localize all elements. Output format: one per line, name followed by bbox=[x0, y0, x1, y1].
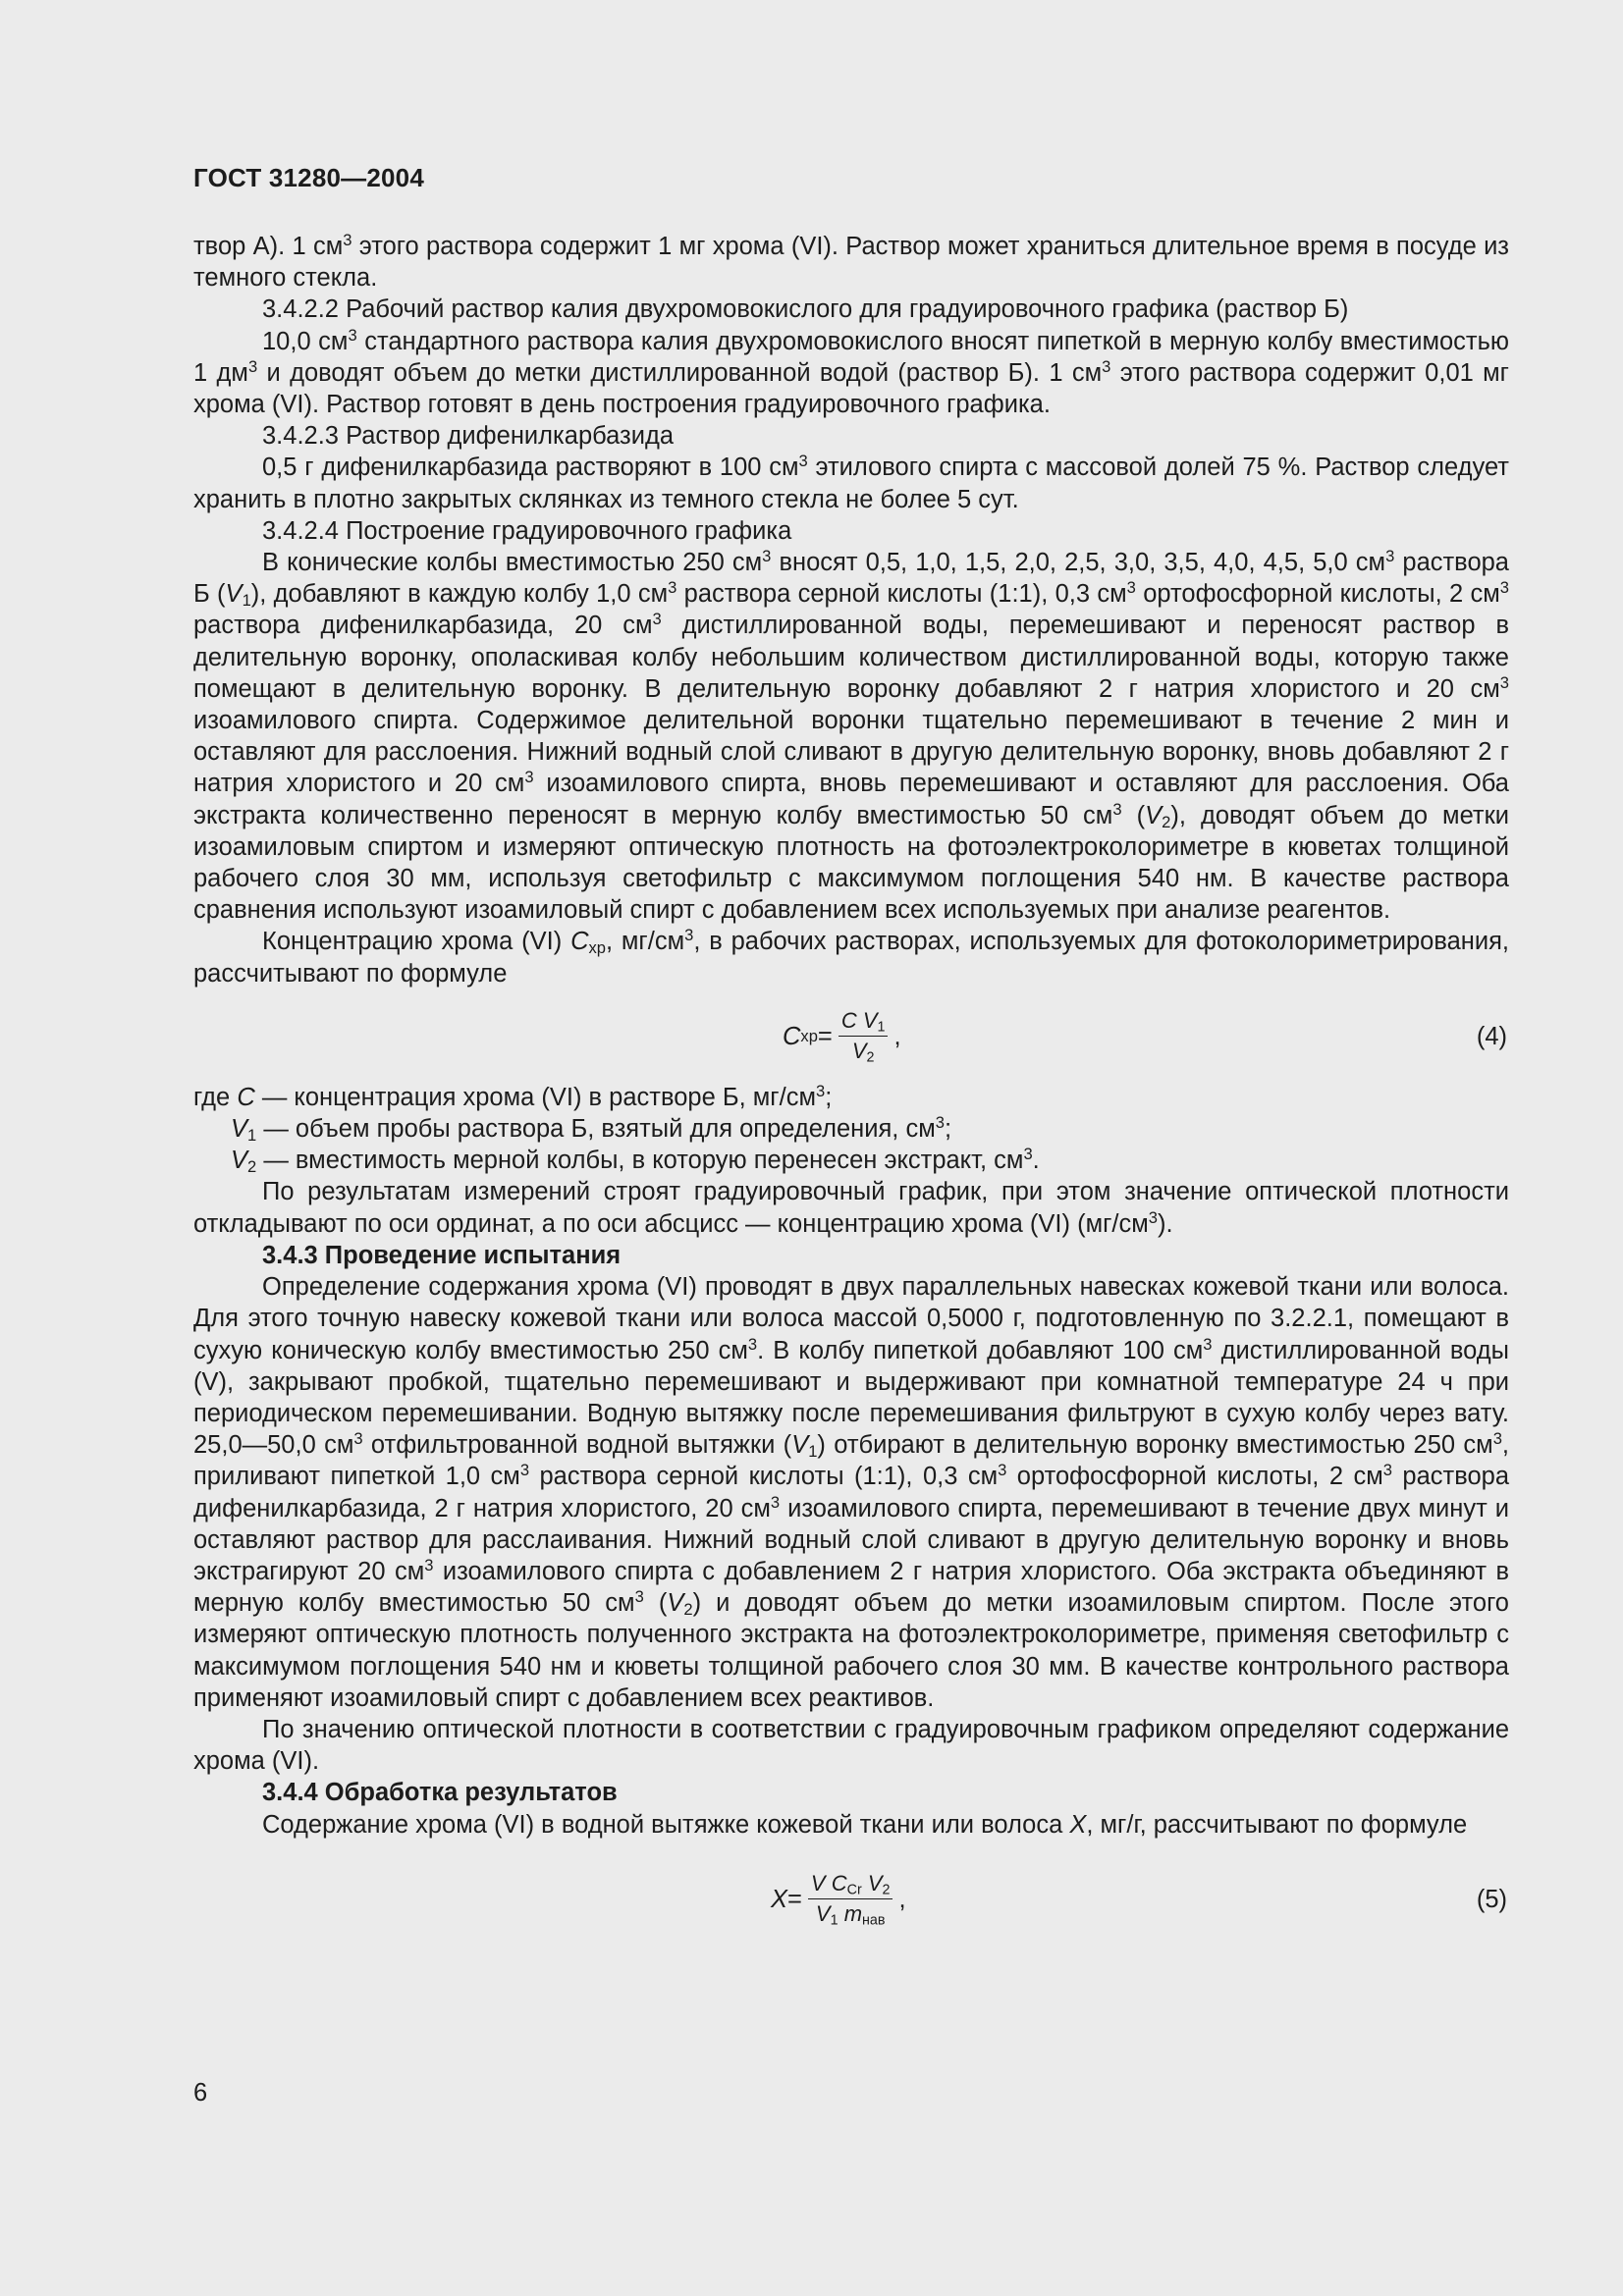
section-3-4-2-2: 3.4.2.2 Рабочий раствор калия двухромовокислого для градуировочного графика (раствор Б) bbox=[262, 295, 1349, 324]
paragraph: 0,5 г дифенилкарбазида растворяют в 100 $см^3$ этилового спирта с массовой долей 75 %. Раствор следует хранить в плотно закрытых склянках из темного стекла не более 5 сут. bbox=[193, 452, 1509, 513]
where-clause: $V_2$ — вместимость мерной колбы, в которую перенесен экстракт, $см^3$. bbox=[231, 1145, 1040, 1177]
paragraph: По результатам измерений строят градуировочный график, при этом значение оптической плотности откладывают по оси ординат, а по оси абсцисс — концентрацию хрома (VI) $(мг/см^3)$. bbox=[193, 1178, 1509, 1238]
where-clause: $V_1$ — объем пробы раствора Б, взятый для определения, $см^3$; bbox=[231, 1112, 952, 1146]
paragraph: 10,0 $см^3$ стандартного раствора калия двухромовокислого вносят пипеткой в мерную колбу вместимостью 1 $дм^3$ и доводят объем до метки дистиллированной водой (раствор Б). 1 $см^3$ этого раствора содержит 0,01 мг хрома (VI). Раствор готовят в день построения градуировочного графика. bbox=[193, 325, 1509, 419]
formula-4-fraction: $\frac{C V_1}{V_2}$ bbox=[839, 1007, 889, 1065]
section-3-4-2-3: 3.4.2.3 Раствор дифенилкарбазида bbox=[262, 422, 675, 451]
paragraph: Концентрацию хрома (VI) $C_{хр}$, $мг/см^3$, в рабочих растворах, используемых для фотоколориметрирования, рассчитывают по формуле bbox=[193, 926, 1509, 988]
formula-4-expression: C хр = $\frac{C V_1}{V_2}$ , bbox=[783, 1008, 901, 1066]
document-header: ГОСТ 31280—2004 bbox=[193, 163, 424, 192]
formula-5 bbox=[193, 1858, 1509, 1941]
paragraph: По значению оптической плотности в соответствии с градуировочным графиком определяют содержание хрома (VI). bbox=[193, 1715, 1509, 1776]
section-3-4-4-heading: 3.4.4 Обработка результатов bbox=[262, 1779, 618, 1807]
paragraph: В конические колбы вместимостью 250 $см^3$ вносят 0,5, 1,0, 1,5, 2,0, 2,5, 3,0, 3,5, 4,0, 4,5, 5,0 $см^3$ раствора Б $(V_1)$, добавляют в каждую колбу 1,0 $см^3$ раствора серной кислоты (1:1), 0,3 $см^3$ ортофосфорной кислоты, 2 $см^3$ раствора дифенилкарбазида, 20 $см^3$ дистиллированной воды, перемешивают и переносят раствор в делительную воронку, ополаскивая колбу небольшим количеством дистиллированной воды, которую также помещают в делительную воронку. В делительную воронку добавляют 2 г натрия хлористого и 20 $см^3$ изоамилового спирта. Содержимое делительной воронки тщательно перемешивают в течение 2 мин и оставляют для расслоения. Нижний водный слой сливают в другую делительную воронку, вновь добавляют 2 г натрия хлористого и 20 $см^3$ изоамилового спирта, вновь перемешивают и оставляют для расслоения. Оба экстракта количественно переносят в мерную колбу вместимостью 50 $см^3$ $(V_2)$, доводят объем до метки изоамиловым спиртом и измеряют оптическую плотность на фотоэлектроколориметре в кюветах толщиной рабочего слоя 30 мм, используя светофильтр с максимумом поглощения 540 нм. В качестве раствора сравнения используют изоамиловый спирт с добавлением всех используемых при анализе реагентов. bbox=[193, 546, 1510, 925]
formula-4 bbox=[193, 1001, 1509, 1072]
document-body bbox=[193, 231, 1509, 1941]
paragraph: твор А). 1 $см^3$ этого раствора содержит 1 мг хрома (VI). Раствор может храниться длительное время в посуде из темного стекла. bbox=[193, 230, 1509, 293]
paragraph: Содержание хрома (VI) в водной вытяжке кожевой ткани или волоса X, мг/г, рассчитывают по формуле bbox=[262, 1810, 1468, 1839]
section-3-4-3-heading: 3.4.3 Проведение испытания bbox=[262, 1241, 622, 1269]
formula-4-number: (4) bbox=[1476, 1022, 1507, 1050]
formula-5-fraction: $\frac{V C_{Cr} V_2}{V_1 m_{нав}}$ bbox=[808, 1870, 893, 1928]
page-number: 6 bbox=[193, 2079, 208, 2107]
section-3-4-2-4: 3.4.2.4 Построение градуировочного графика bbox=[262, 516, 792, 545]
formula-5-expression: X = $\frac{V C_{Cr} V_2}{V_1 m_{нав}}$ , bbox=[771, 1871, 906, 1929]
paragraph: Определение содержания хрома (VI) проводят в двух параллельных навесках кожевой ткани или волоса. Для этого точную навеску кожевой ткани или волоса массой 0,5000 г, подготовленную по 3.2.2.1, помещают в сухую коническую колбу вместимостью 250 $см^3$. В колбу пипеткой добавляют 100 $см^3$ дистиллированной воды (V), закрывают пробкой, тщательно перемешивают и выдерживают при комнатной температуре 24 ч при периодическом перемешивании. Водную вытяжку после перемешивания фильтруют в сухую колбу через вату. 25,0—50,0 $см^3$ отфильтрованной водной вытяжки $(V_1)$ отбирают в делительную воронку вместимостью 250 $см^3$, приливают пипеткой 1,0 $см^3$ раствора серной кислоты (1:1), 0,3 $см^3$ ортофосфорной кислоты, 2 $см^3$ раствора дифенилкарбазида, 2 г натрия хлористого, 20 $см^3$ изоамилового спирта, перемешивают в течение двух минут и оставляют раствор для расслаивания. Нижний водный слой сливают в другую делительную воронку и вновь экстрагируют 20 $см^3$ изоамилового спирта с добавлением 2 г натрия хлористого. Оба экстракта объединяют в мерную колбу вместимостью 50 $см^3$ $(V_2)$ и доводят объем до метки изоамиловым спиртом. После этого измеряют оптическую плотность полученного экстракта на фотоэлектроколориметре, применяя светофильтр с максимумом поглощения 540 нм и кюветы толщиной рабочего слоя 30 мм. В качестве контрольного раствора применяют изоамиловый спирт с добавлением всех реактивов. bbox=[193, 1273, 1510, 1712]
where-clause: где C — концентрация хрома (VI) в растворе Б, $мг/см^3$; bbox=[193, 1081, 833, 1111]
formula-5-number: (5) bbox=[1476, 1885, 1507, 1913]
